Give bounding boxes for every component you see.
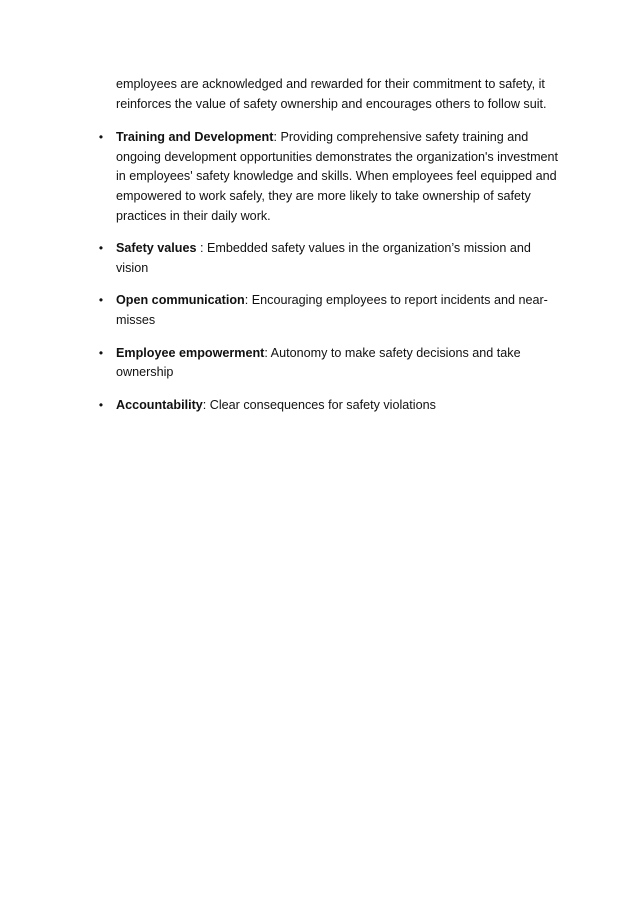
item-separator: : (196, 241, 204, 256)
item-text: Embedded safety values in the organization’s mission and vision (116, 241, 531, 275)
item-text: Autonomy to make safety decisions and take ownership (116, 345, 521, 380)
item-separator: : (273, 130, 277, 145)
item-term: Training and Development (116, 130, 274, 145)
item-text: Providing comprehensive safety training and ongoing development opportunities demonstrates the organization's investment in employees' safety knowledge and skills. When employees feel equipped and empowered to work safely, they are more likely to take ownership of safety practices in their daily work. (116, 130, 559, 223)
item-term: Accountability (116, 397, 203, 412)
item-term: Safety values (116, 241, 197, 256)
item-term: Open communication (116, 293, 245, 308)
list-item-open-communication (98, 291, 566, 330)
bullet-list (98, 128, 566, 415)
bullet-icon: • (98, 293, 104, 308)
list-item-accountability (98, 396, 566, 416)
item-term: Employee empowerment (116, 345, 265, 360)
item-separator: : (202, 397, 207, 412)
continuation-paragraph: employees are acknowledged and rewarded for their commitment to safety, it reinforces the value of safety ownership and encourages others to follow suit. (116, 77, 547, 111)
item-text: Clear consequences for safety violations (206, 397, 436, 412)
list-item-safety-values (98, 239, 566, 278)
bullet-icon: • (98, 345, 104, 360)
page-content (98, 75, 566, 428)
item-separator: : (264, 345, 268, 360)
bullet-icon: • (98, 130, 104, 145)
list-item-employee-empowerment (98, 344, 566, 383)
item-text: Encouraging employees to report incidents and near-misses (116, 293, 548, 327)
bullet-icon: • (98, 397, 104, 412)
list-item-training-and-development (98, 128, 566, 226)
bullet-icon: • (98, 241, 104, 256)
item-separator: : (244, 293, 249, 308)
